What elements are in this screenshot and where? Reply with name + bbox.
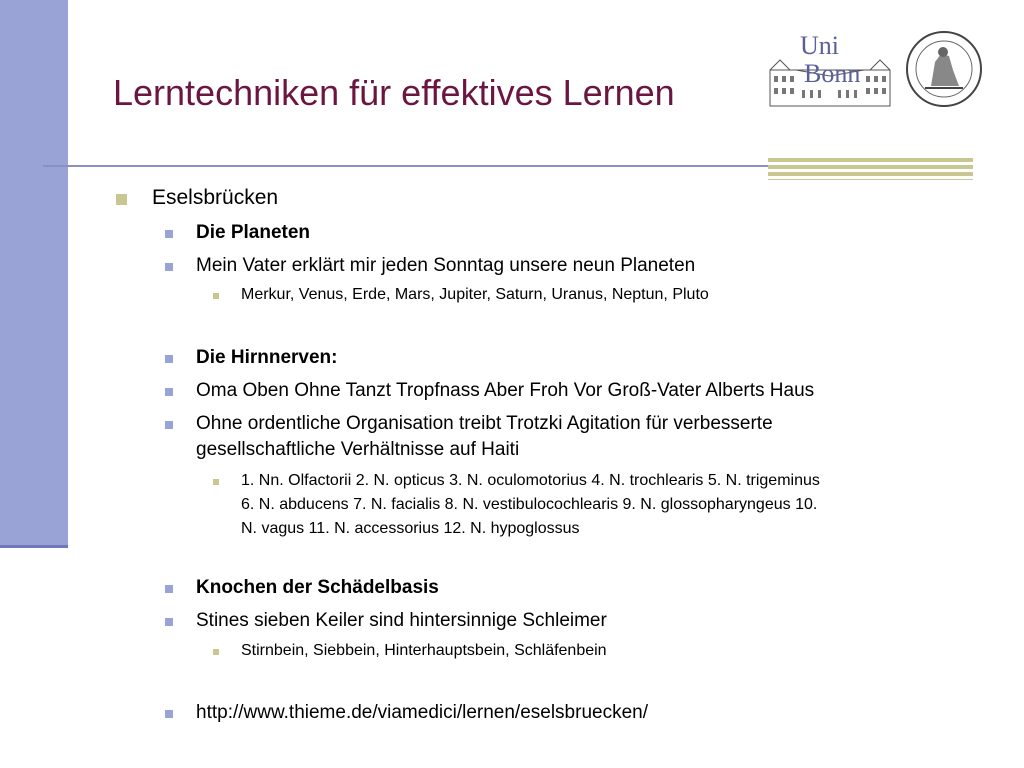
logo-text-uni: Uni [800, 31, 839, 60]
nerves-list-line3: N. vagus 11. N. accessorius 12. N. hypoglossus [241, 520, 580, 537]
skull-list: Stirnbein, Siebbein, Hinterhauptsbein, Schläfenbein [241, 642, 607, 659]
slide-title: Lerntechniken für effektives Lernen [113, 72, 675, 113]
title-divider [43, 165, 773, 167]
nerves-title: Die Hirnnerven: [196, 347, 338, 368]
bullet-marker [165, 710, 173, 718]
bullet-marker [165, 618, 173, 626]
nerves-list-line1: 1. Nn. Olfactorii 2. N. opticus 3. N. oculomotorius 4. N. trochlearis 5. N. trigeminus [241, 472, 820, 489]
bullet-marker [165, 263, 173, 271]
left-accent-bar [0, 0, 68, 548]
nerves-mnemonic-1: Oma Oben Ohne Tanzt Tropfnass Aber Froh Vor Groß-Vater Alberts Haus [196, 380, 815, 401]
left-accent-underline [0, 545, 68, 548]
bullet-marker [165, 230, 173, 238]
nerves-list-line2: 6. N. abducens 7. N. facialis 8. N. vestibulocochlearis 9. N. glossopharyngeus 10. [241, 496, 818, 513]
nerves-mnemonic-2-line2: gesellschaftliche Verhältnisse auf Haiti [196, 439, 520, 460]
bullet-marker [165, 585, 173, 593]
bullet-marker [213, 479, 219, 485]
bullet-marker [213, 293, 219, 299]
logo-text-bonn: Bonn [804, 59, 861, 88]
skull-title: Knochen der Schädelbasis [196, 577, 439, 598]
bullet-marker [165, 355, 173, 363]
bullet-marker [165, 421, 173, 429]
bullet-marker [165, 388, 173, 396]
bullet-marker [213, 649, 219, 655]
uni-bonn-logo [766, 30, 894, 110]
planets-title: Die Planeten [196, 222, 311, 243]
striped-accent-bar [768, 158, 973, 180]
nerves-mnemonic-2-line1: Ohne ordentliche Organisation treibt Trotzki Agitation für verbesserte [196, 413, 773, 434]
planets-list: Merkur, Venus, Erde, Mars, Jupiter, Saturn, Uranus, Neptun, Pluto [241, 286, 709, 303]
bullet-marker [116, 194, 127, 205]
heading-eselsbruecken: Eselsbrücken [152, 186, 279, 209]
thieme-link[interactable]: http://www.thieme.de/viamedici/lernen/eselsbruecken/ [196, 702, 649, 723]
faculty-seal [905, 30, 983, 108]
planets-mnemonic: Mein Vater erklärt mir jeden Sonntag unsere neun Planeten [196, 255, 696, 276]
skull-mnemonic: Stines sieben Keiler sind hintersinnige Schleimer [196, 610, 607, 631]
